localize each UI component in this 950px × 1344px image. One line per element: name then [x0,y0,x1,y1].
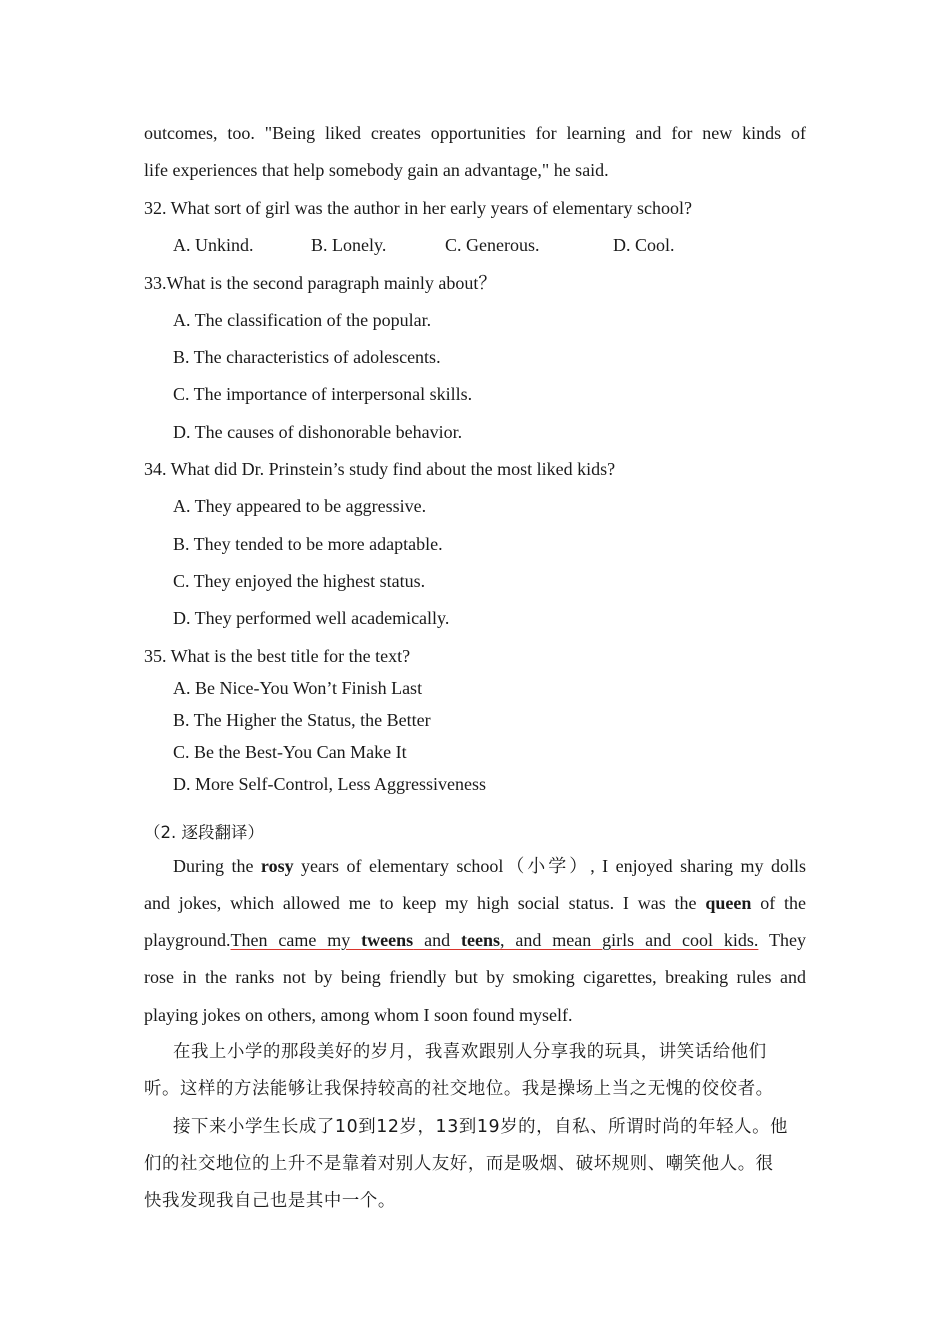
q33-option-d: D. The causes of dishonorable behavior. [173,422,463,442]
q32-option-d: D. Cool. [613,235,675,255]
english-paragraph-line: rose in the ranks not by being friendly but by smoking cigarettes, breaking rules and [144,967,806,987]
keyword-teens: teens [460,930,500,950]
section-heading: （2. 逐段翻译） [144,823,264,842]
underlined-sentence: Then came my tweens and teens, and mean girls and cool kids. [230,930,759,950]
q35-option-d: D. More Self-Control, Less Aggressiveness [173,774,486,794]
q33-option-a: A. The classification of the popular. [173,310,432,330]
question-34-stem: 34. What did Dr. Prinstein’s study find about the most liked kids? [144,459,616,479]
q34-option-d: D. They performed well academically. [173,608,450,628]
q35-option-c: C. Be the Best-You Can Make It [173,742,407,762]
keyword-rosy: rosy [260,856,294,876]
q34-option-c: C. They enjoyed the highest status. [173,571,426,591]
chinese-translation-line: 们的社交地位的上升不是靠着对别人友好，而是吸烟、破坏规则、嘲笑他人。很 [144,1154,774,1174]
keyword-tweens: tweens [361,930,414,950]
english-paragraph-line: and jokes, which allowed me to keep my high social status. I was the queen of the [144,893,806,913]
q32-option-b: B. Lonely. [311,235,387,255]
question-33-stem: 33.What is the second paragraph mainly about？ [144,273,497,293]
keyword-queen: queen [705,893,752,913]
question-35-stem: 35. What is the best title for the text? [144,646,411,666]
q34-option-b: B. They tended to be more adaptable. [173,534,443,554]
q35-option-b: B. The Higher the Status, the Better [173,710,431,730]
q32-option-a: A. Unkind. [173,235,254,255]
chinese-translation-line: 快我发现我自己也是其中一个。 [144,1191,396,1211]
q33-option-b: B. The characteristics of adolescents. [173,347,441,367]
passage-line: life experiences that help somebody gain an advantage," he said. [144,160,609,180]
q32-option-c: C. Generous. [445,235,540,255]
q34-option-a: A. They appeared to be aggressive. [173,496,427,516]
question-32-stem: 32. What sort of girl was the author in her early years of elementary school? [144,198,692,218]
q35-option-a: A. Be Nice-You Won’t Finish Last [173,678,423,698]
english-paragraph-line: During the rosy years of elementary school（小学）, I enjoyed sharing my dolls [173,856,806,876]
english-paragraph-line: playing jokes on others, among whom I soon found myself. [144,1005,573,1025]
english-paragraph-line: playground.Then came my tweens and teens, and mean girls and cool kids. They [144,930,806,950]
chinese-translation-line: 在我上小学的那段美好的岁月，我喜欢跟别人分享我的玩具，讲笑话给他们 [173,1042,767,1062]
chinese-translation-line: 接下来小学生长成了10到12岁，13到19岁的，自私、所谓时尚的年轻人。他 [173,1117,789,1137]
chinese-translation-line: 听。这样的方法能够让我保持较高的社交地位。我是操场上当之无愧的佼佼者。 [144,1079,774,1099]
passage-line: outcomes, too. "Being liked creates opportunities for learning and for new kinds of [144,123,806,143]
q33-option-c: C. The importance of interpersonal skills. [173,384,473,404]
